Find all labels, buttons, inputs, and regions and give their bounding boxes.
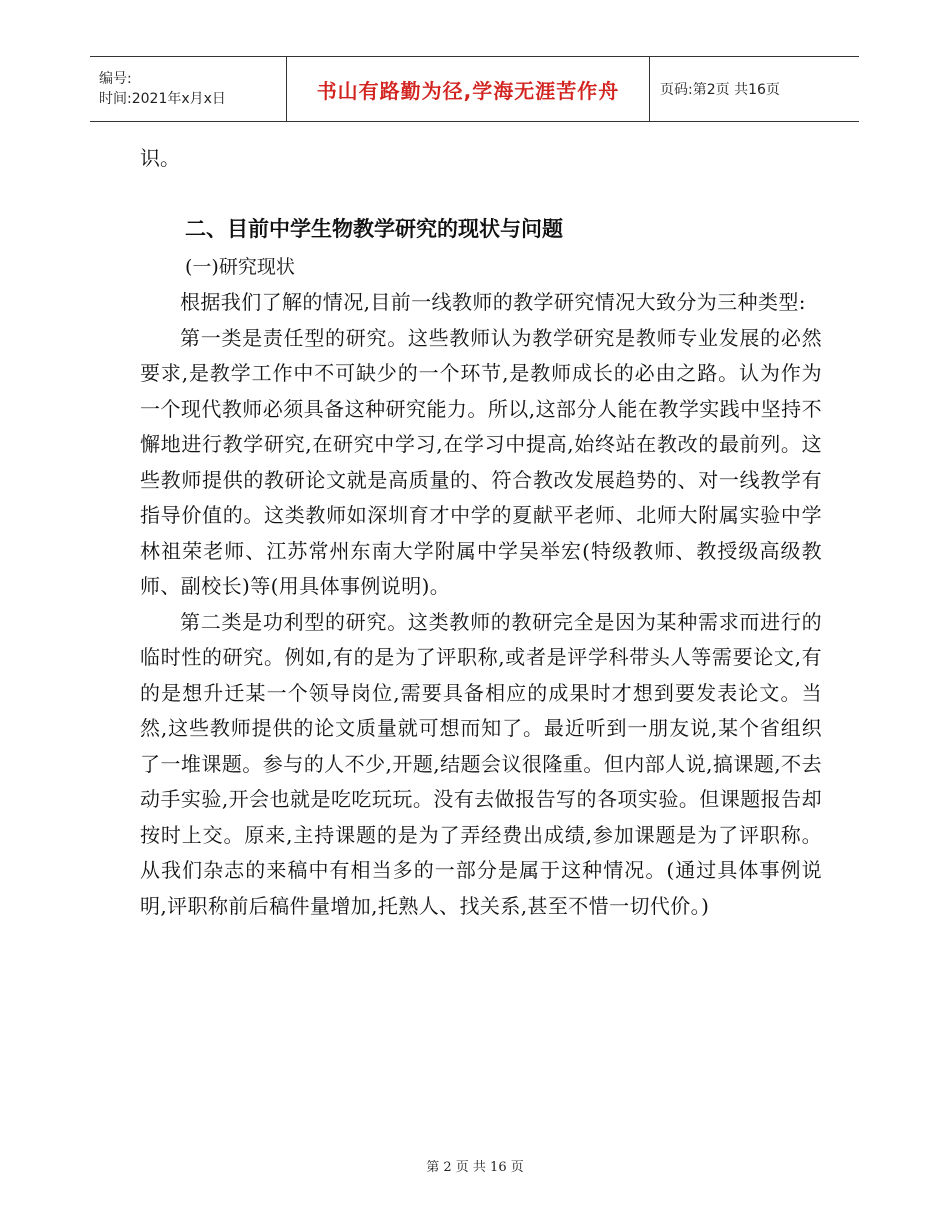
paragraph-type-two: 第二类是功利型的研究。这类教师的教研完全是因为某种需求而进行的临时性的研究。例如,有的是为了评职称,或者是评学科带头人等需要论文,有的是想升迁某一个领导岗位,需要具备相应的成果时才想到要发表论文。当然,这些教师提供的论文质量就可想而知了。最近听到一朋友说,某个省组织了一堆课题。参与的人不少,开题,结题会议很隆重。但内部人说,搞课题,不去动手实验,开会也就是吃吃玩玩。没有去做报告写的各项实验。但课题报告却按时上交。原来,主持课题的是为了弄经费出成绩,参加课题是为了评职称。从我们杂志的来稿中有相当多的一部分是属于这种情况。(通过具体事例说明,评职称前后稿件量增加,托熟人、找关系,甚至不惜一切代价。) bbox=[140, 609, 822, 918]
subsection-title: (一)研究现状 bbox=[185, 256, 295, 278]
header-motto-cell bbox=[286, 57, 650, 121]
document-time-label: 时间:2021年x月x日 bbox=[99, 91, 226, 107]
section-title: 二、目前中学生物教学研究的现状与问题 bbox=[185, 217, 563, 241]
document-number-label: 编号: bbox=[99, 71, 132, 87]
header-motto: 书山有路勤为径,学海无涯苦作舟 bbox=[316, 78, 620, 103]
continued-text-fragment: 识。 bbox=[140, 146, 180, 170]
document-body bbox=[140, 140, 822, 924]
paragraph-intro: 根据我们了解的情况,目前一线教师的教学研究情况大致分为三种类型: bbox=[180, 290, 806, 314]
page-footer: 第 2 页 共 16 页 bbox=[426, 1160, 524, 1175]
header-meta bbox=[90, 57, 286, 121]
paragraph-type-one: 第一类是责任型的研究。这些教师认为教学研究是教师专业发展的必然要求,是教学工作中不可缺少的一个环节,是教师成长的必由之路。认为作为一个现代教师必须具备这种研究能力。所以,这部分人能在教学实践中坚持不懈地进行教学研究,在研究中学习,在学习中提高,始终站在教改的最前列。这些教师提供的教研论文就是高质量的、符合教改发展趋势的、对一线教学有指导价值的。这类教师如深圳育才中学的夏献平老师、北师大附属实验中学林祖荣老师、江苏常州东南大学附属中学吴举宏(特级教师、教授级高级教师、副校长)等(用具体事例说明)。 bbox=[140, 325, 822, 598]
page-header bbox=[90, 56, 859, 122]
header-page-info: 页码:第2页 共16页 bbox=[660, 82, 780, 98]
